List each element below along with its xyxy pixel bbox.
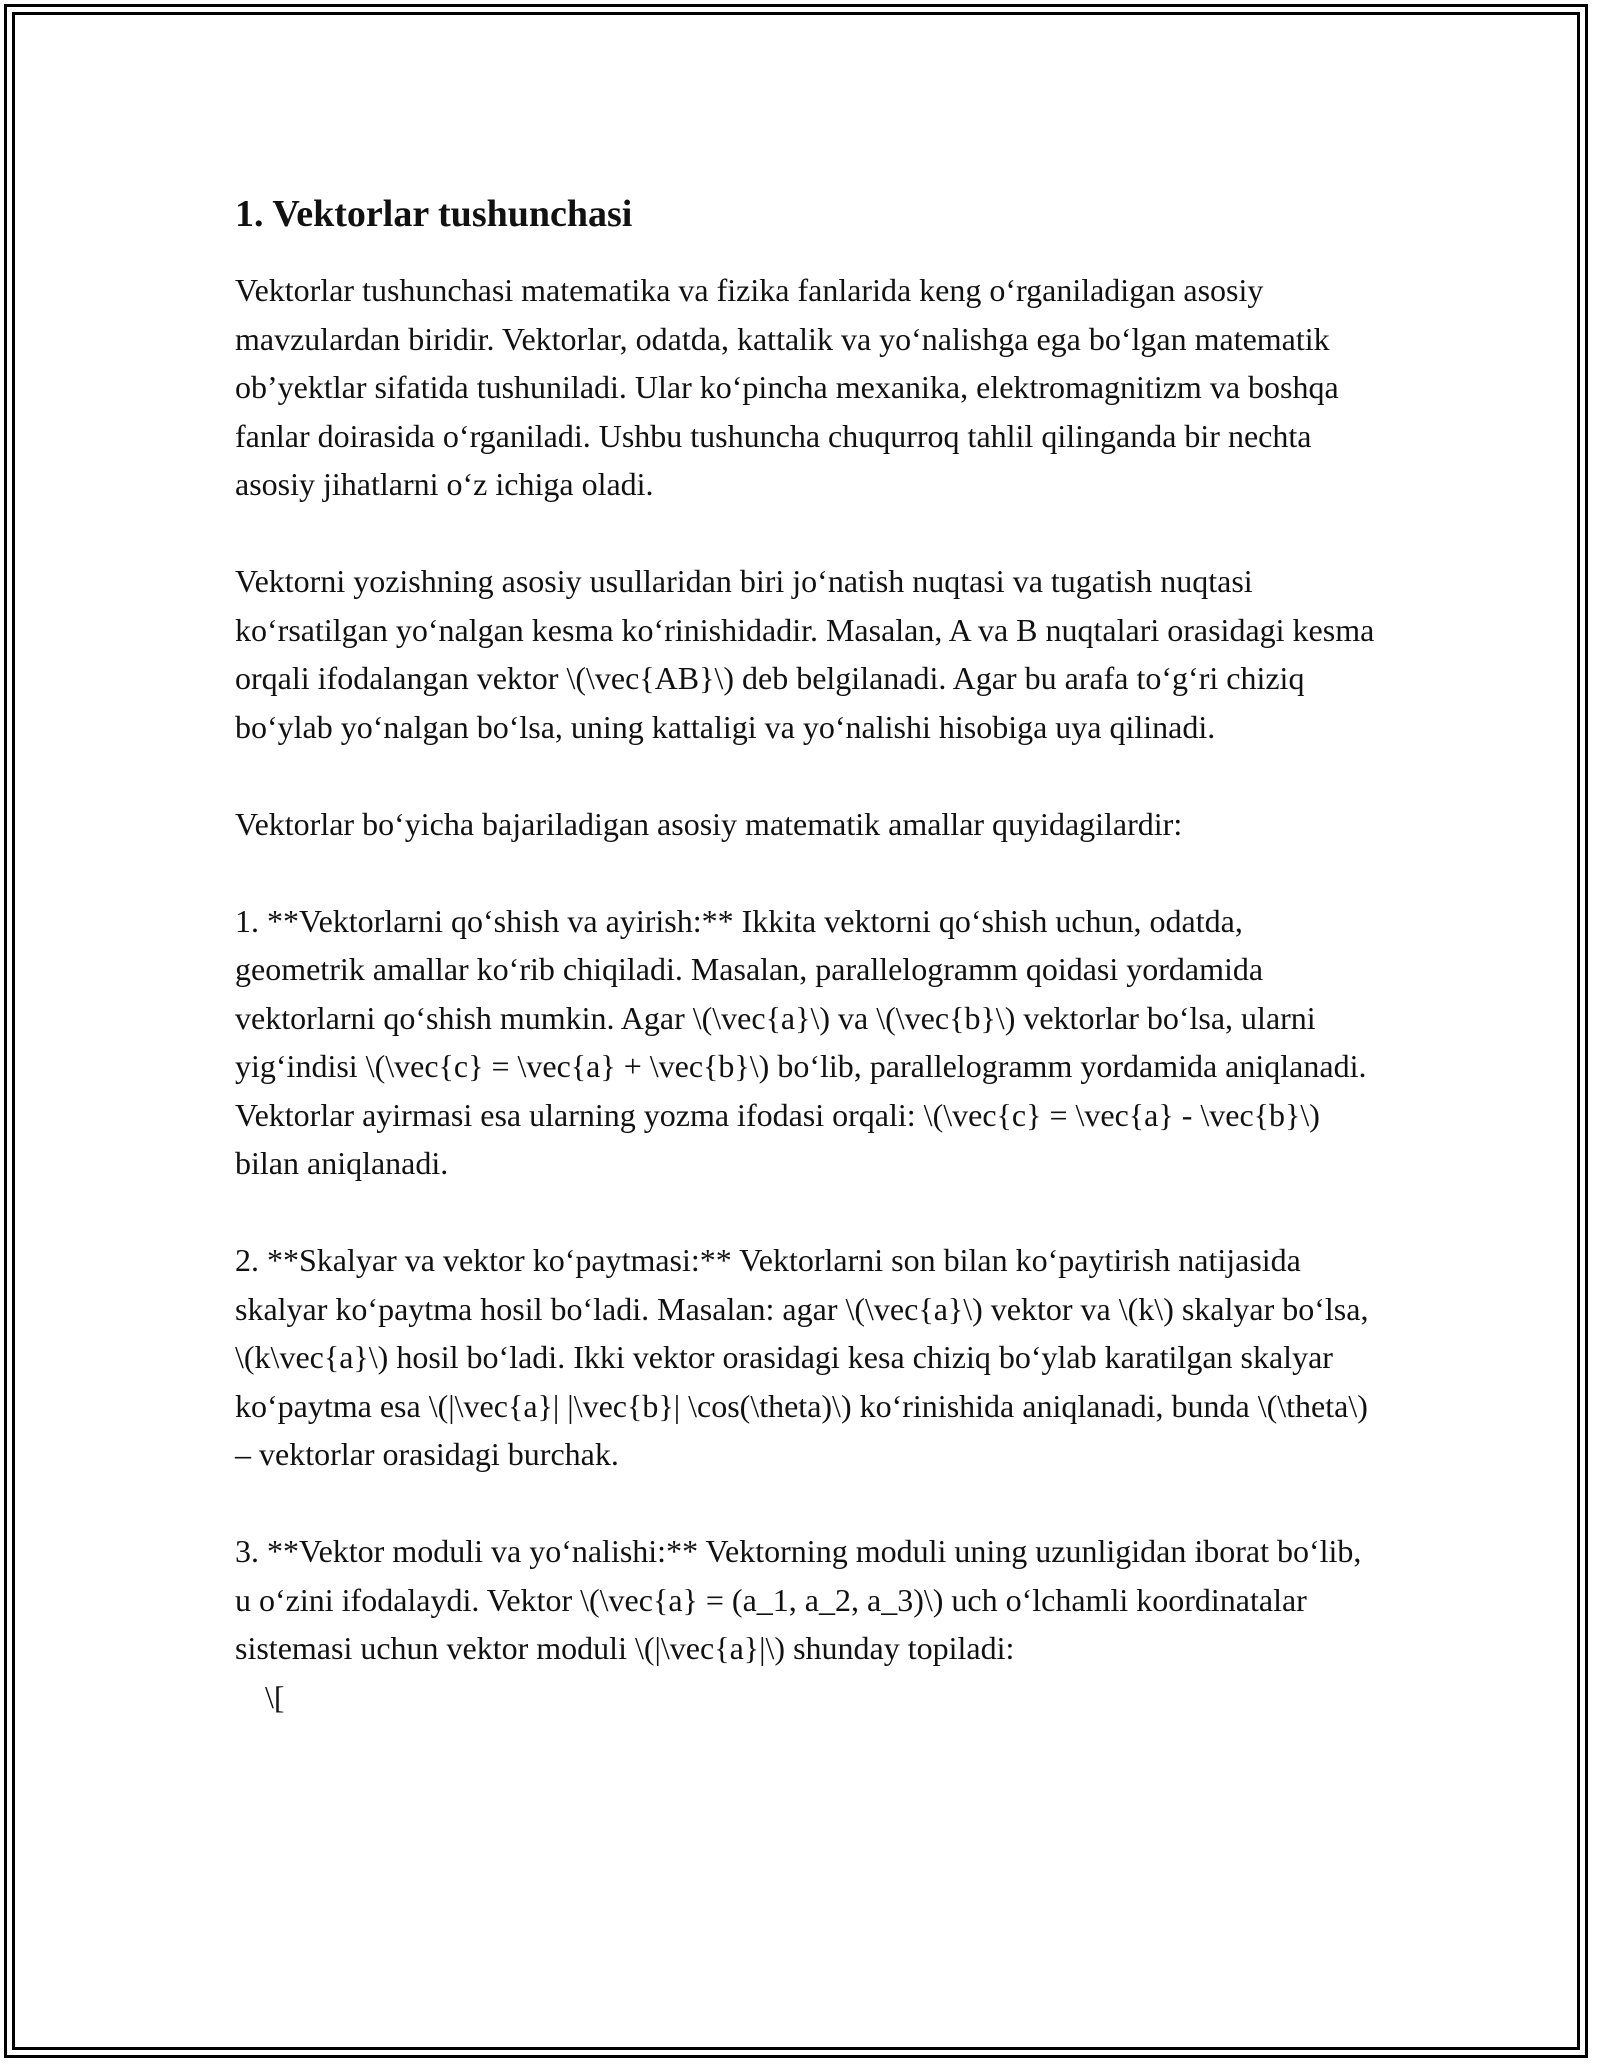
section-heading: 1. Vektorlar tushunchasi bbox=[235, 193, 633, 235]
paragraph-vector-notation: Vektorni yozishning asosiy usullaridan biri jo‘natish nuqtasi va tugatish nuqtasi ko‘rsatilgan yo‘nalgan kesma ko‘rinishidadir. Masalan, A va B nuqtalari orasidagi kesma orqali ifodalangan vektor \(\vec{AB}\) deb belgilanadi. Agar bu arafa to‘g‘ri chiziq bo‘ylab yo‘nalgan bo‘lsa, uning kattaligi va yo‘nalishi hisobiga uya qilinadi. bbox=[235, 563, 1375, 745]
paragraph-spacer bbox=[235, 1479, 1375, 1528]
paragraph-spacer bbox=[235, 509, 1375, 558]
list-item-modulus: 3. **Vektor moduli va yo‘nalishi:** Vektorning moduli uning uzunligidan iborat bo‘lib, u o‘zini ifodalaydi. Vektor \(\vec{a} = (a_1, a_2, a_3)\) uch o‘lchamli koordinatalar sistemasi uchun vektor moduli \(|\vec{a}|\) shunday topiladi: bbox=[235, 1533, 1362, 1666]
document-body bbox=[235, 188, 1375, 1721]
paragraph-operations-intro: Vektorlar bo‘yicha bajariladigan asosiy matematik amallar quyidagilardir: bbox=[235, 805, 1183, 842]
list-item-products: 2. **Skalyar va vektor ko‘paytmasi:** Vektorlarni son bilan ko‘paytirish natijasida skalyar ko‘paytma hosil bo‘ladi. Masalan: agar \(\vec{a}\) vektor va \(k\) skalyar bo‘lsa, \(k\vec{a}\) hosil bo‘ladi. Ikki vektor orasidagi kesa chiziq bo‘ylab karatilgan skalyar ko‘paytma esa \(|\vec{a}| |\vec{b}| \cos(\theta)\) ko‘rinishida aniqlanadi, bunda \(\theta\) – vektorlar orasidagi burchak. bbox=[235, 1242, 1369, 1472]
paragraph-spacer bbox=[235, 848, 1375, 897]
list-item-addition: 1. **Vektorlarni qo‘shish va ayirish:** Ikkita vektorni qo‘shish uchun, odatda, geometrik amallar ko‘rib chiqiladi. Masalan, parallelogramm qoidasi yordamida vektorlarni qo‘shish mumkin. Agar \(\vec{a}\) va \(\vec{b}\) vektorlar bo‘lsa, ularni yig‘indisi \(\vec{c} = \vec{a} + \vec{b}\) bo‘lib, parallelogramm yordamida aniqlanadi. Vektorlar ayirmasi esa ularning yozma ifodasi orqali: \(\vec{c} = \vec{a} - \vec{b}\) bilan aniqlanadi. bbox=[235, 902, 1367, 1181]
paragraph-intro: Vektorlar tushunchasi matematika va fizika fanlarida keng o‘rganiladigan asosiy mavzulardan biridir. Vektorlar, odatda, kattalik va yo‘nalishga ega bo‘lgan matematik ob’yektlar sifatida tushuniladi. Ular ko‘pincha mexanika, elektromagnitizm va boshqa fanlar doirasida o‘rganiladi. Ushbu tushuncha chuqurroq tahlil qilinganda bir nechta asosiy jihatlarni o‘z ichiga oladi. bbox=[235, 272, 1339, 502]
formula-open-delimiter: \[ bbox=[265, 1678, 285, 1715]
paragraph-spacer bbox=[235, 1188, 1375, 1237]
paragraph-spacer bbox=[235, 751, 1375, 800]
